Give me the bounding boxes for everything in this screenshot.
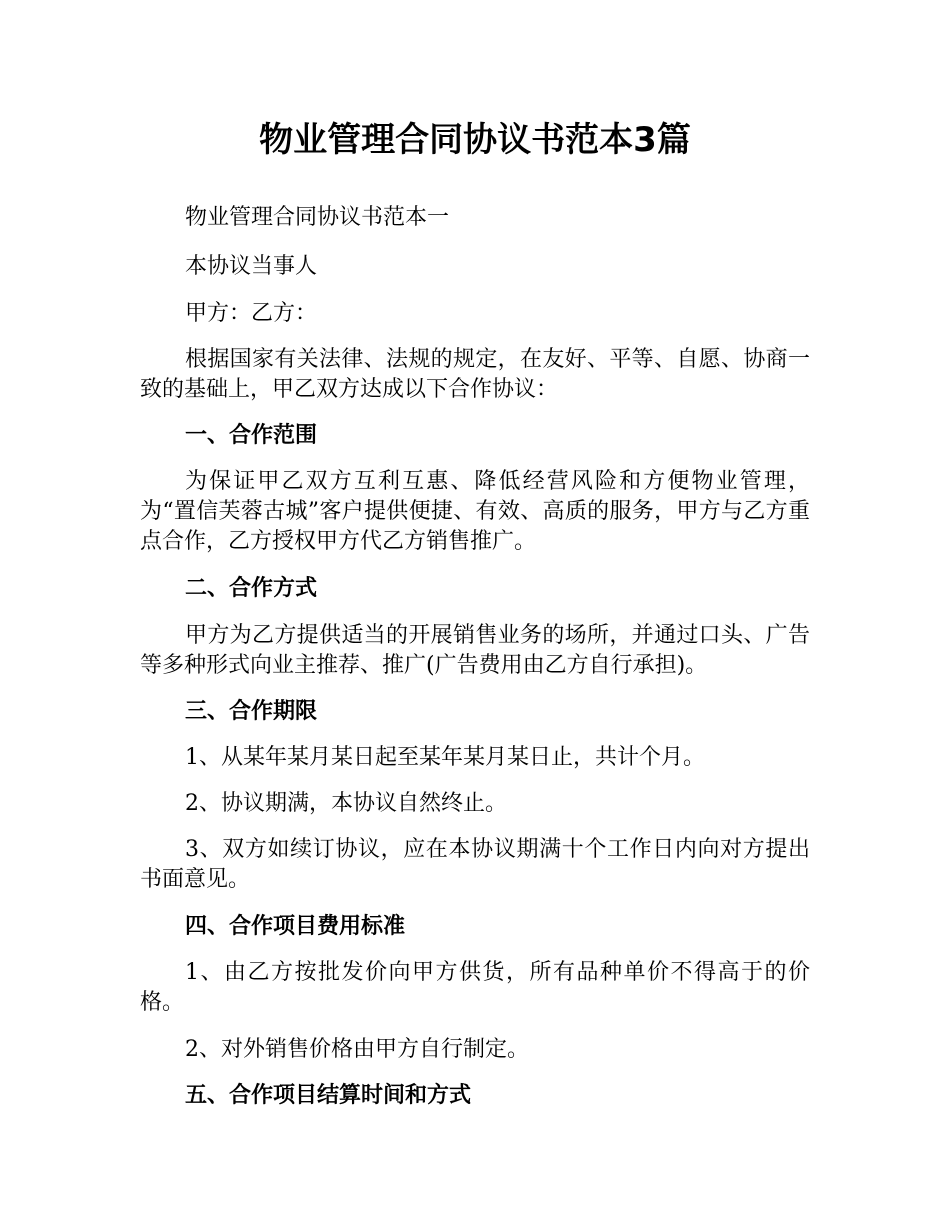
paragraph-scope: 为保证甲乙双方互利互惠、降低经营风险和方便物业管理，为“置信芙蓉古城”客户提供便捷、有效、高质的服务，甲方与乙方重点合作，乙方授权甲方代乙方销售推广。 — [140, 469, 810, 554]
paragraph-preamble: 根据国家有关法律、法规的规定，在友好、平等、自愿、协商一致的基础上，甲乙双方达成以下合作协议： — [140, 347, 810, 402]
section-heading-term: 三、合作期限 — [185, 699, 318, 724]
paragraph-subtitle: 物业管理合同协议书范本一 — [185, 205, 450, 230]
paragraph-fees-1: 1、由乙方按批发价向甲方供货，所有品种单价不得高于的价格。 — [140, 960, 810, 1015]
section-heading-settlement: 五、合作项目结算时间和方式 — [185, 1083, 472, 1108]
section-heading-fees: 四、合作项目费用标准 — [185, 914, 406, 939]
document-title: 物业管理合同协议书范本3篇 — [259, 120, 691, 160]
paragraph-term-3: 3、双方如续订协议，应在本协议期满十个工作日内向对方提出书面意见。 — [140, 837, 810, 892]
paragraph-term-1: 1、从某年某月某日起至某年某月某日止，共计个月。 — [185, 745, 705, 770]
paragraph-parties: 甲方：乙方： — [185, 301, 318, 326]
section-heading-scope: 一、合作范围 — [185, 423, 318, 448]
paragraph-fees-2: 2、对外销售价格由甲方自行制定。 — [185, 1037, 529, 1062]
paragraph-term-2: 2、协议期满，本协议自然终止。 — [185, 791, 507, 816]
paragraph-parties-intro: 本协议当事人 — [185, 254, 318, 279]
section-heading-method: 二、合作方式 — [185, 576, 318, 601]
paragraph-method: 甲方为乙方提供适当的开展销售业务的场所，并通过口头、广告等多种形式向业主推荐、推广(广告费用由乙方自行承担)。 — [140, 623, 810, 678]
